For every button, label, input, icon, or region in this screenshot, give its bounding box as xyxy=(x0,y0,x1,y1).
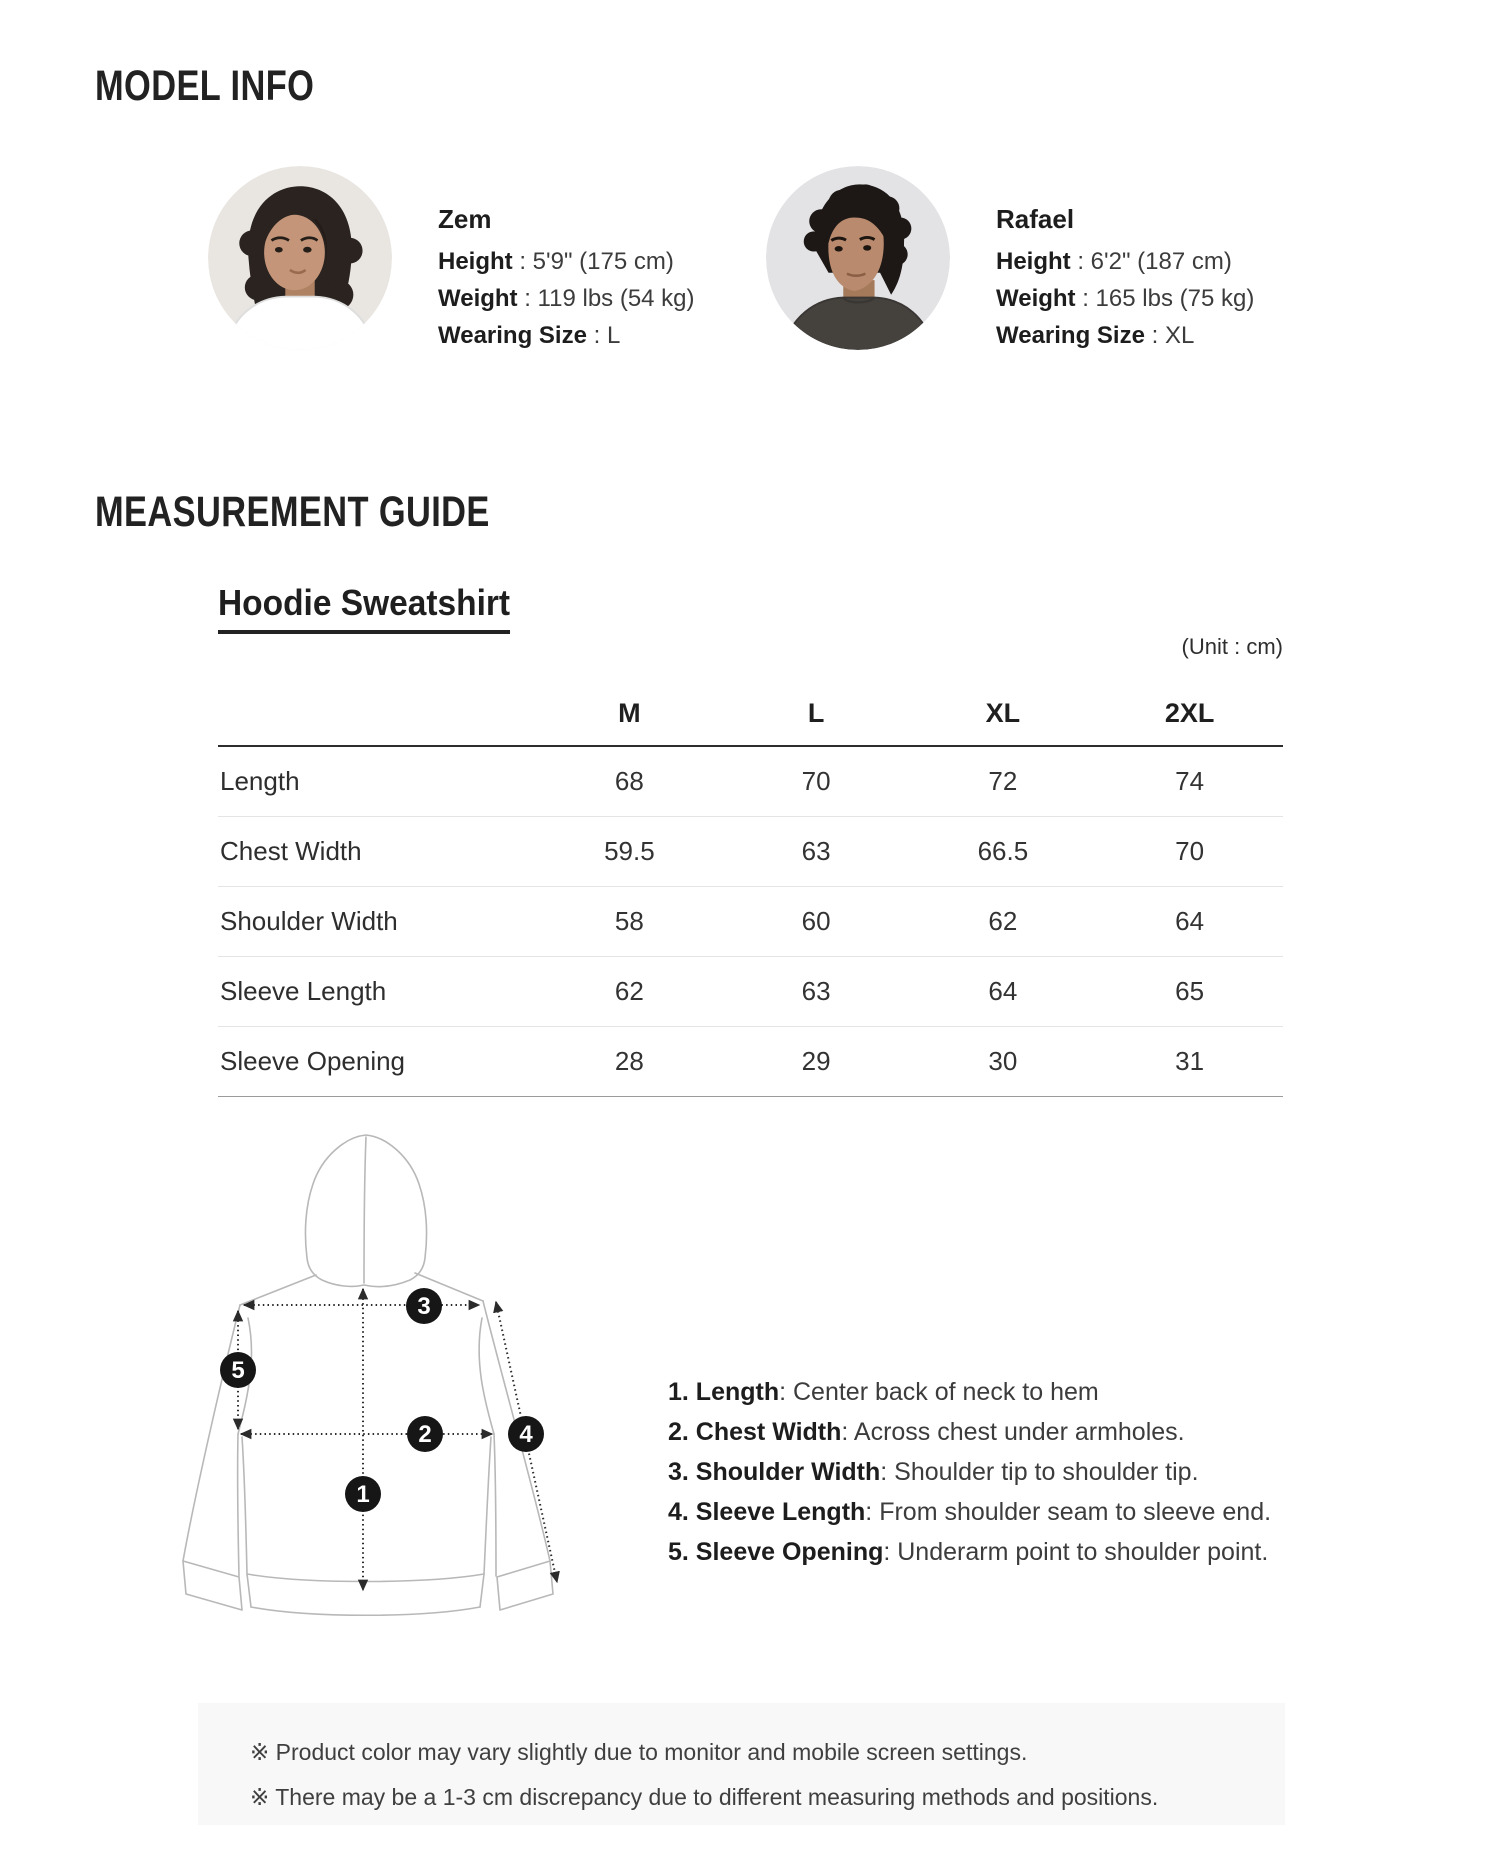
description-length: 1. Length: Center back of neck to hem xyxy=(668,1378,1099,1406)
cell: 70 xyxy=(1096,816,1283,886)
cell: 29 xyxy=(723,1026,910,1096)
table-row-shoulder-width xyxy=(218,886,1283,956)
cell: 66.5 xyxy=(910,816,1097,886)
svg-text:2: 2 xyxy=(418,1421,432,1448)
cell: 74 xyxy=(1096,746,1283,816)
model-photo-zem xyxy=(208,166,392,350)
cell: 62 xyxy=(910,886,1097,956)
row-label: Chest Width xyxy=(218,816,536,886)
badge-2 xyxy=(407,1416,443,1452)
cell: 60 xyxy=(723,886,910,956)
model-details-zem xyxy=(438,166,695,354)
description-sleeve-opening: 5. Sleeve Opening: Underarm point to shoulder point. xyxy=(668,1538,1269,1566)
model-wearing-size: Wearing Size : XL xyxy=(996,322,1195,349)
cell: 30 xyxy=(910,1026,1097,1096)
cell: 64 xyxy=(1096,886,1283,956)
svg-text:5: 5 xyxy=(231,1357,245,1384)
row-label: Shoulder Width xyxy=(218,886,536,956)
size-table xyxy=(218,676,1283,1097)
measurement-descriptions xyxy=(668,1372,1271,1572)
col-header-m: M xyxy=(536,676,723,746)
unit-label: (Unit : cm) xyxy=(1181,634,1283,659)
product-title: Hoodie Sweatshirt xyxy=(218,582,510,634)
note-measurement-disclaimer: ※ There may be a 1-3 cm discrepancy due to different measuring methods and positions. xyxy=(250,1784,1159,1810)
cell: 70 xyxy=(723,746,910,816)
model-name: Rafael xyxy=(996,204,1075,234)
cell: 28 xyxy=(536,1026,723,1096)
model-weight: Weight : 165 lbs (75 kg) xyxy=(996,285,1255,312)
col-header-l: L xyxy=(723,676,910,746)
note-color-disclaimer: ※ Product color may vary slightly due to monitor and mobile screen settings. xyxy=(250,1739,1028,1765)
table-row-sleeve-length xyxy=(218,956,1283,1026)
measurement-guide-heading: MEASUREMENT GUIDE xyxy=(95,488,490,536)
badge-5 xyxy=(220,1352,256,1388)
model-details-rafael xyxy=(996,166,1254,354)
svg-text:3: 3 xyxy=(417,1293,431,1320)
model-wearing-size: Wearing Size : L xyxy=(438,322,621,349)
cell: 64 xyxy=(910,956,1097,1026)
corner-cell xyxy=(218,676,536,746)
model-height: Height : 6'2" (187 cm) xyxy=(996,248,1232,275)
model-photo-rafael xyxy=(766,166,950,350)
hoodie-measurement-diagram xyxy=(130,1112,600,1712)
size-table-header-row xyxy=(218,676,1283,746)
table-row-length xyxy=(218,746,1283,816)
table-row-sleeve-opening xyxy=(218,1026,1283,1096)
model-info-heading: MODEL INFO xyxy=(95,62,315,110)
col-header-xl: XL xyxy=(910,676,1097,746)
model-card-zem xyxy=(208,166,695,354)
description-chest-width: 2. Chest Width: Across chest under armholes. xyxy=(668,1418,1185,1446)
badge-3 xyxy=(406,1288,442,1324)
description-sleeve-length: 4. Sleeve Length: From shoulder seam to sleeve end. xyxy=(668,1498,1272,1526)
row-label: Length xyxy=(218,746,536,816)
model-weight: Weight : 119 lbs (54 kg) xyxy=(438,285,695,312)
model-height: Height : 5'9" (175 cm) xyxy=(438,248,674,275)
badge-1 xyxy=(345,1476,381,1512)
svg-text:4: 4 xyxy=(519,1421,533,1448)
cell: 72 xyxy=(910,746,1097,816)
row-label: Sleeve Opening xyxy=(218,1026,536,1096)
badge-4 xyxy=(508,1416,544,1452)
col-header-2xl: 2XL xyxy=(1096,676,1283,746)
cell: 59.5 xyxy=(536,816,723,886)
cell: 31 xyxy=(1096,1026,1283,1096)
row-label: Sleeve Length xyxy=(218,956,536,1026)
cell: 58 xyxy=(536,886,723,956)
notes-box xyxy=(198,1703,1285,1825)
size-table-wrap xyxy=(218,676,1283,1097)
svg-text:1: 1 xyxy=(356,1481,370,1508)
model-card-rafael xyxy=(766,166,1254,354)
model-name: Zem xyxy=(438,204,492,234)
cell: 63 xyxy=(723,956,910,1026)
cell: 63 xyxy=(723,816,910,886)
cell: 68 xyxy=(536,746,723,816)
table-row-chest-width xyxy=(218,816,1283,886)
cell: 65 xyxy=(1096,956,1283,1026)
cell: 62 xyxy=(536,956,723,1026)
description-shoulder-width: 3. Shoulder Width: Shoulder tip to shoulder tip. xyxy=(668,1458,1199,1486)
